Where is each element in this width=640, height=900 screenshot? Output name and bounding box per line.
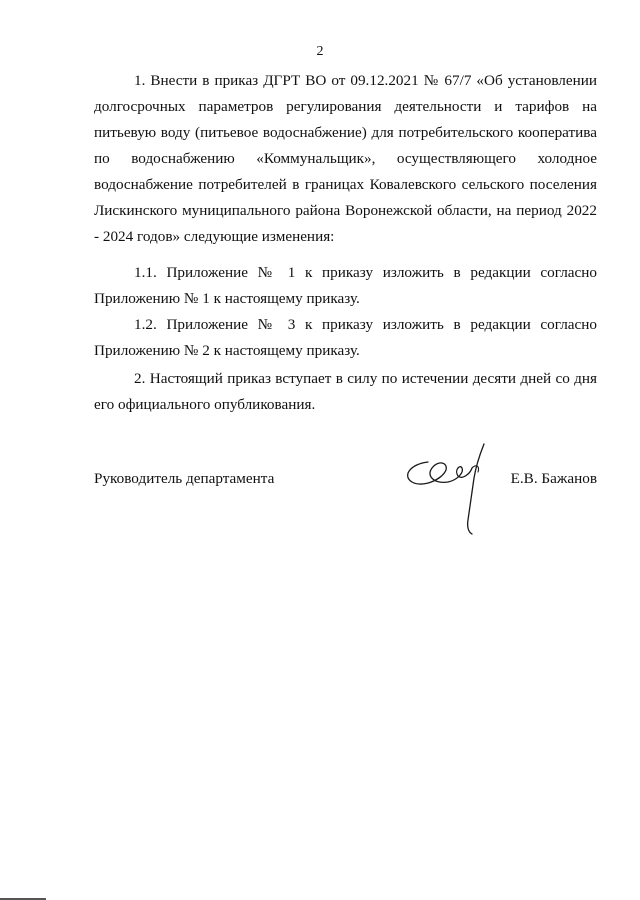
signature-block: [94, 470, 597, 494]
paragraph-amendment-intro: 1. Внести в приказ ДГРТ ВО от 09.12.2021 № 67/7 «Об установлении долгосрочных параметров регулирования деятельности и тарифов на питьевую воду (питьевое водоснабжение) для потребительского кооператива по водоснабжению «Коммунальщик», осуществляющего холодное водоснабжение потребителей в границах Ковалевского сельского поселения Лискинского муниципального района Воронежской области, на период 2022 - 2024 годов» следующие изменения:: [94, 72, 597, 245]
handwritten-signature: [398, 440, 498, 536]
signatory-name: Е.В. Бажанов: [510, 470, 597, 487]
paragraph-item-2: 2. Настоящий приказ вступает в силу по истечении десяти дней со дня его официального опубликования.: [94, 370, 597, 413]
page-number: 2: [316, 44, 324, 59]
paragraph-item-1-1: 1.1. Приложение № 1 к приказу изложить в редакции согласно Приложению № 1 к настоящему приказу.: [94, 264, 597, 307]
paragraph-item-1-2: 1.2. Приложение № 3 к приказу изложить в редакции согласно Приложению № 2 к настоящему приказу.: [94, 316, 597, 359]
signatory-title: Руководитель департамента: [94, 470, 275, 487]
